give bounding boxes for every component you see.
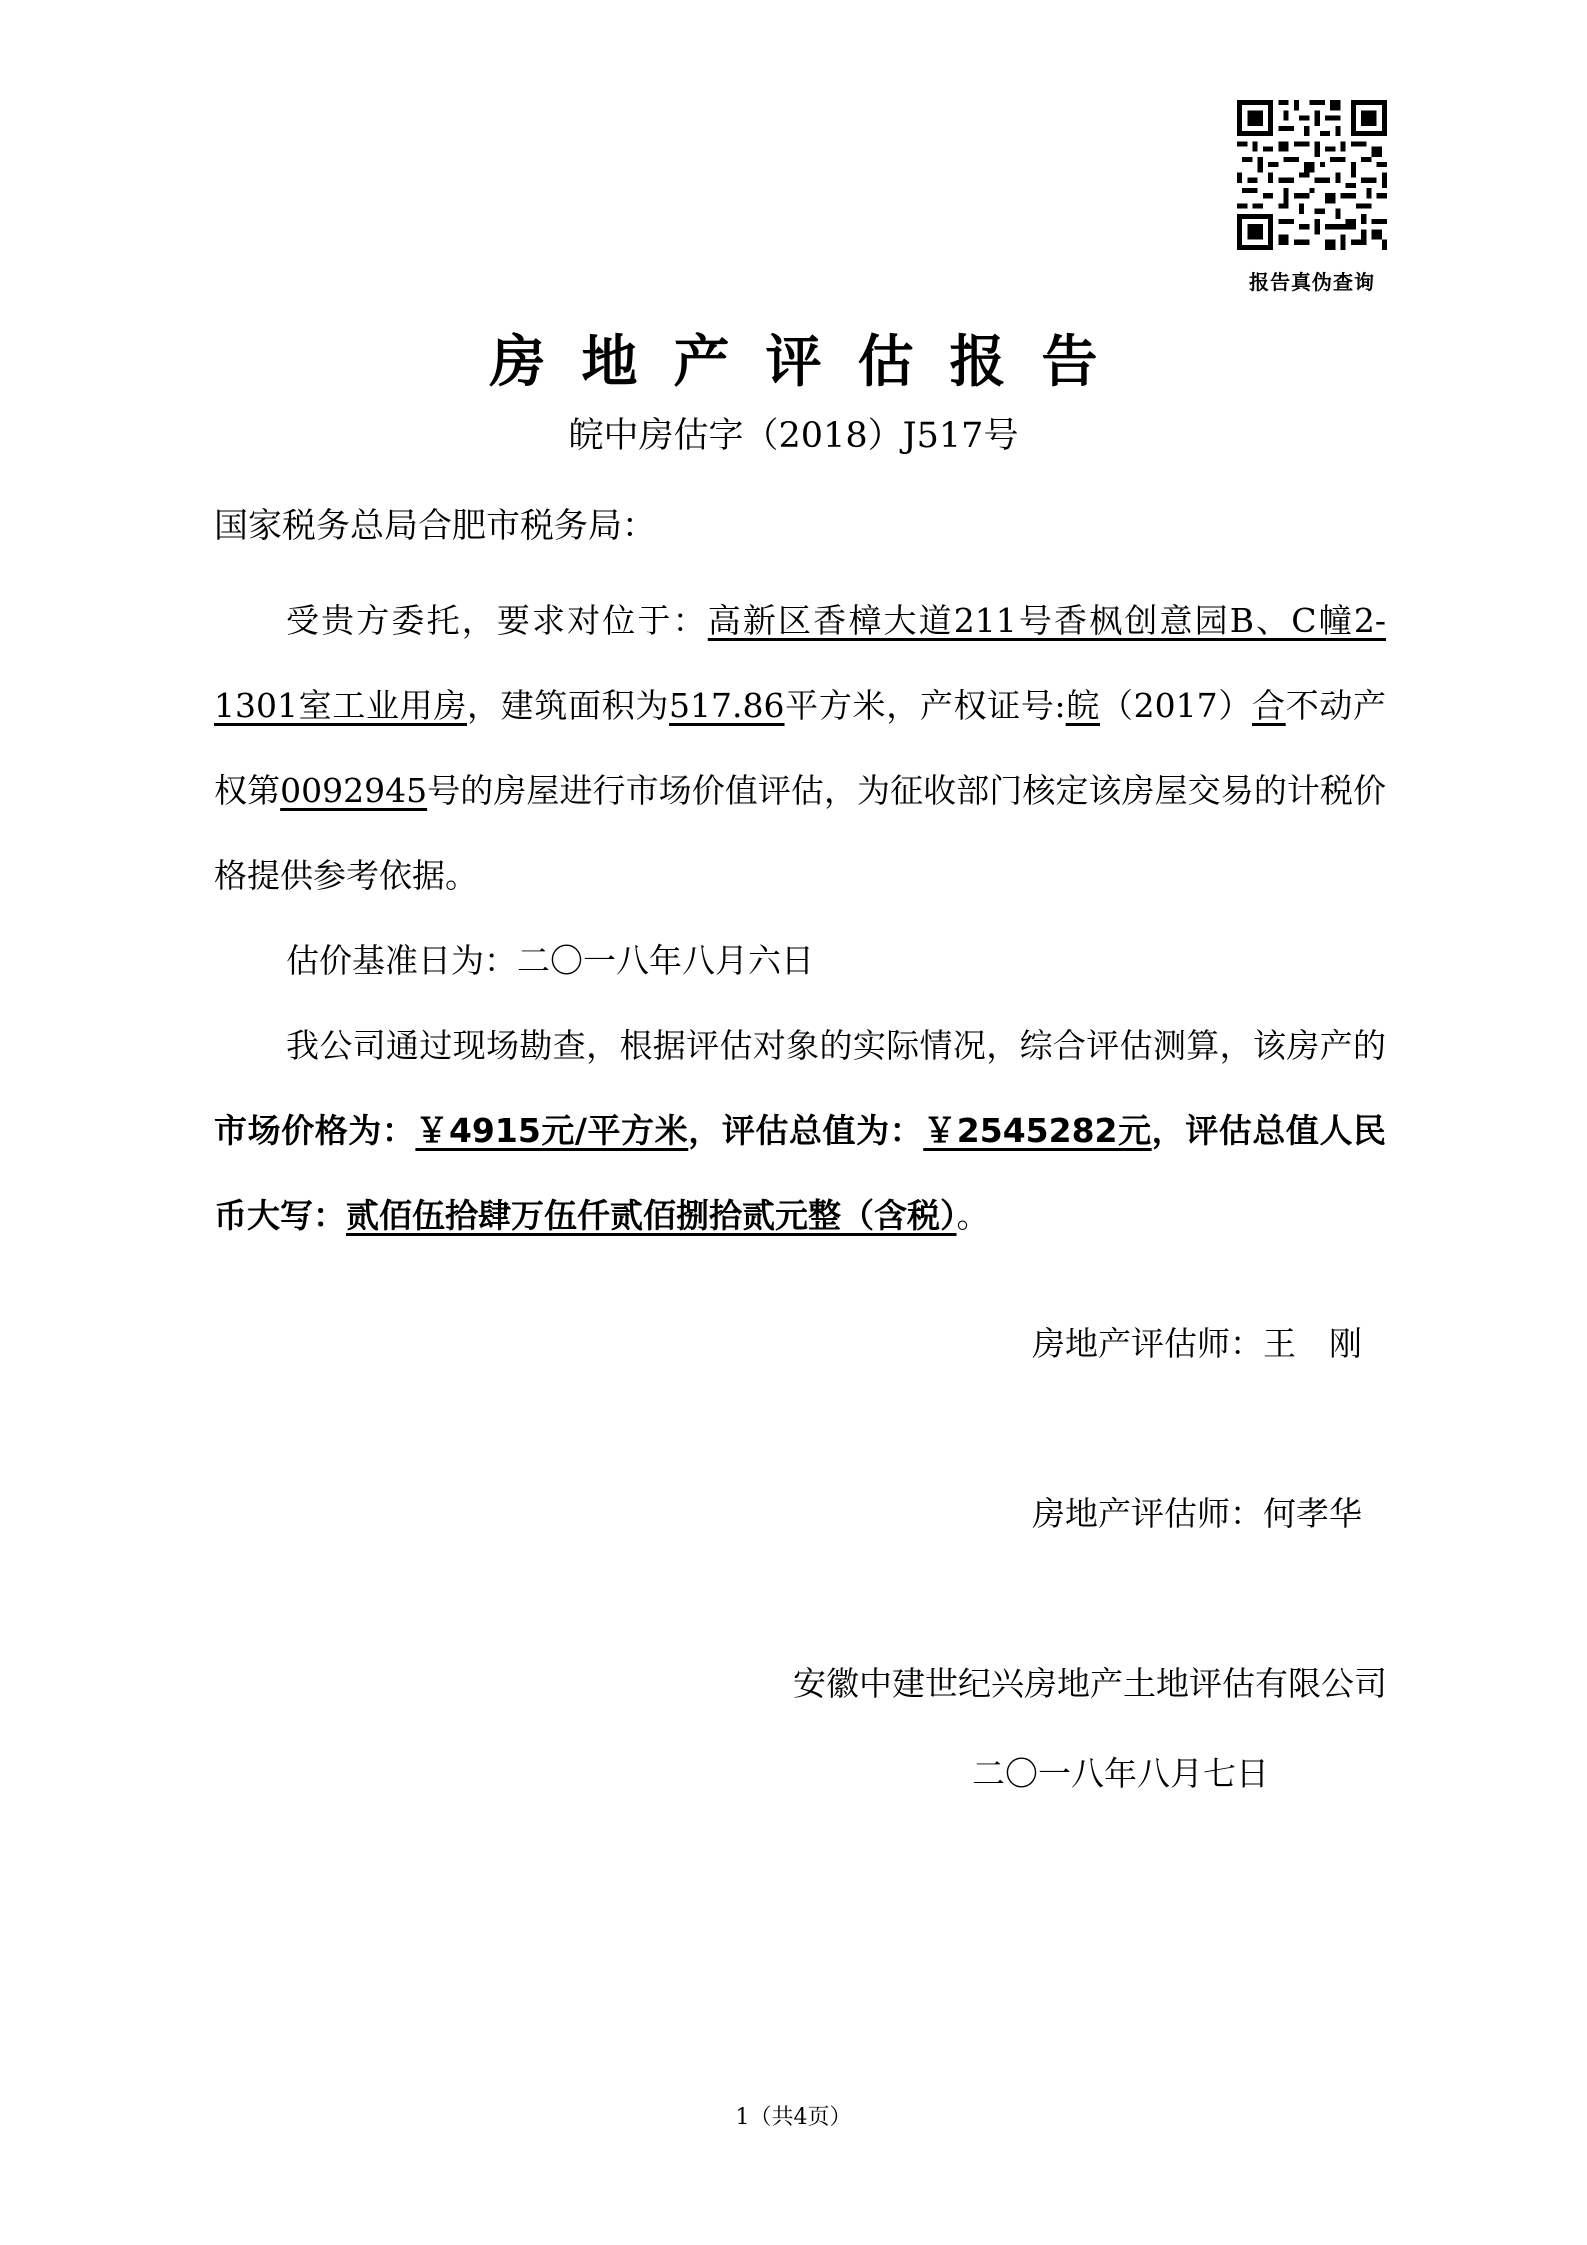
text-segment: 。 bbox=[956, 1196, 990, 1235]
market-price-label: 市场价格为： bbox=[214, 1111, 416, 1150]
appraiser-signature-2: 房地产评估师：何孝华 bbox=[1032, 1494, 1362, 1533]
text-segment: 我公司通过现场勘查，根据评估对象的实际情况，综合评估测算，该房产的 bbox=[286, 1026, 1386, 1065]
document-number: 皖中房估字（2018）J517号 bbox=[568, 416, 1019, 456]
qr-verification-block bbox=[1232, 100, 1392, 295]
certificate-prefix-a: 皖 bbox=[1065, 686, 1101, 725]
total-value-label: 评估总值为： bbox=[721, 1111, 924, 1150]
certificate-year: （2017） bbox=[1100, 686, 1253, 725]
total-value: ￥2545282元 bbox=[923, 1111, 1152, 1150]
separator: ， bbox=[688, 1111, 722, 1150]
report-body bbox=[214, 578, 1386, 1258]
text-segment: 不动产权第 bbox=[214, 686, 1387, 810]
property-address: 高新区香樟大道211号香枫创意园B、C幢2-1301室工业用房 bbox=[214, 601, 1386, 725]
unit-price: ￥4915元/平方米 bbox=[415, 1111, 689, 1150]
text-segment: ，建筑面积为 bbox=[467, 686, 670, 725]
rmb-words-label: 评估总值人民币大写： bbox=[214, 1111, 1387, 1235]
qr-code-icon[interactable] bbox=[1237, 100, 1387, 250]
qr-caption: 报告真伪查询 bbox=[1249, 270, 1375, 294]
building-area: 517.86 bbox=[669, 686, 785, 725]
addressee: 国家税务总局合肥市税务局： bbox=[214, 506, 656, 546]
paragraph-valuation-date: 估价基准日为：二〇一八年八月六日 bbox=[286, 941, 814, 980]
certificate-number: 0092945 bbox=[280, 771, 428, 810]
page-number: 1（共4页） bbox=[735, 2105, 852, 2130]
appraiser-signature-1: 房地产评估师：王 刚 bbox=[1032, 1324, 1362, 1363]
separator: ， bbox=[1151, 1111, 1186, 1150]
report-title: 房地产评估报告 bbox=[489, 330, 1134, 395]
text-segment: 平方米，产权证号: bbox=[784, 686, 1066, 725]
text-segment: 号的房屋进行市场价值评估，为征收部门核定该房屋交易的计税价格提供参考依据。 bbox=[214, 771, 1387, 895]
report-date: 二〇一八年八月七日 bbox=[972, 1754, 1269, 1793]
paragraph-commission bbox=[214, 578, 1386, 918]
paragraph-result bbox=[214, 1003, 1386, 1258]
text-segment: 受贵方委托，要求对位于： bbox=[286, 601, 708, 640]
certificate-prefix-b: 合 bbox=[1252, 686, 1286, 725]
company-name: 安徽中建世纪兴房地产土地评估有限公司 bbox=[793, 1664, 1387, 1703]
rmb-words-value: 贰佰伍拾肆万伍仟贰佰捌拾贰元整（含税） bbox=[346, 1196, 957, 1235]
